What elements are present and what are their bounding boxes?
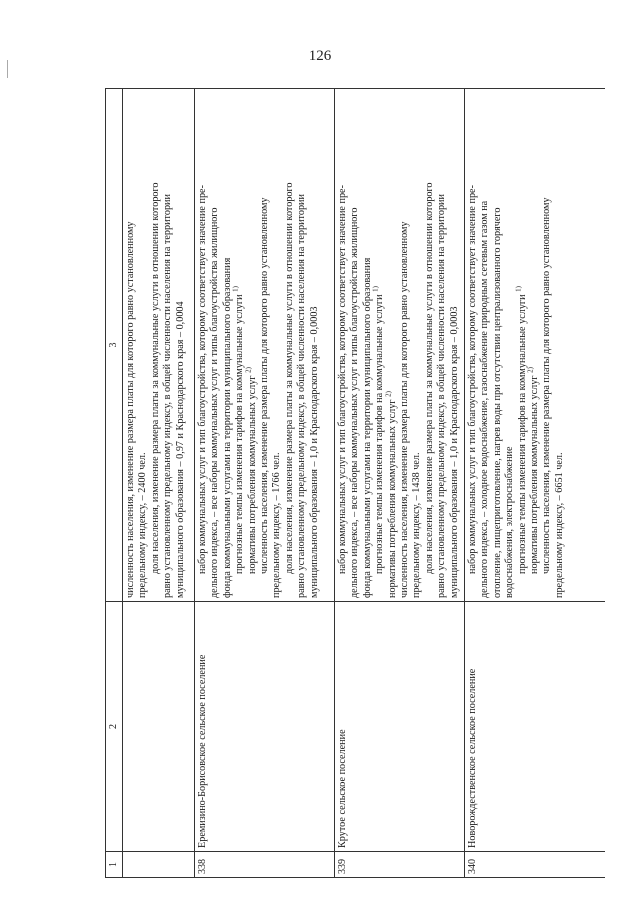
description-line: муниципального образования – 1,0 и Краснодарского края – 0,0003 bbox=[308, 306, 320, 598]
footnote-mark: 1) bbox=[371, 286, 380, 292]
description-line: численность населения, изменение размера платы для которого равно установленному bbox=[399, 221, 411, 598]
page-number: 126 bbox=[308, 48, 332, 64]
description-line: предельному индексу, – 1766 чел. bbox=[271, 452, 283, 598]
rotated-table-container bbox=[105, 88, 605, 878]
row-number-cell: 340 bbox=[465, 851, 605, 877]
description-line: дельного индекса, – все наборы коммунальных услуг и типы благоустройства жилищного bbox=[349, 207, 361, 598]
header-col-3: 3 bbox=[108, 342, 119, 348]
description-line: численность населения, изменение размера платы для которого равно установленному bbox=[125, 221, 136, 598]
description-line: фонда коммунальными услугами на территории муниципального образования bbox=[221, 257, 233, 598]
settlement-name-cell: Еремизино-Борисовское сельское поселение bbox=[195, 601, 334, 851]
description-line: равно установленному предельному индексу, в общей численности населения на территории bbox=[436, 194, 448, 598]
description-line: отопление, пищеприготовление, нагрев воды при отсутствии централизованного горячего bbox=[491, 207, 503, 598]
row-number-cell: 338 bbox=[195, 851, 334, 877]
header-col-2: 2 bbox=[106, 601, 122, 851]
table-row-continuation bbox=[123, 88, 195, 878]
footnote-mark: 1) bbox=[231, 286, 240, 292]
description-line: предельному индексу, – 6651 чел. bbox=[553, 452, 565, 598]
settlement-name-cell: Новорождественское сельское поселение bbox=[465, 601, 605, 851]
description-line: нормативы потребления коммунальных услуг $^{2)}$ bbox=[526, 367, 541, 574]
header-col-1: 1 bbox=[106, 851, 122, 877]
description-line: доля населения, изменение размера платы за коммунальные услуги в отношении которого bbox=[149, 182, 161, 574]
footnote-mark: 2) bbox=[384, 391, 393, 397]
footnote-mark: 2) bbox=[244, 367, 253, 373]
description-line: муниципального образования – 1,0 и Краснодарского края – 0,0003 bbox=[448, 306, 460, 598]
description-line: равно установленному предельному индексу, в общей численности населения на территории bbox=[296, 194, 308, 598]
description-line: муниципального образования – 0,97 и Краснодарского края – 0,0004 bbox=[174, 301, 186, 598]
table-header bbox=[105, 88, 123, 878]
table-row bbox=[465, 88, 605, 878]
description-line: набор коммунальных услуг и тип благоустройства, которому соответствует значение пре- bbox=[337, 185, 348, 574]
description-line: доля населения, изменение размера платы за коммунальные услуги в отношении которого bbox=[423, 182, 435, 574]
footnote-mark: 2) bbox=[526, 367, 535, 373]
description-line: набор коммунальных услуг и тип благоустройства, которому соответствует значение пре- bbox=[467, 185, 478, 574]
description-line: прогнозные темпы изменения тарифов на коммунальные услуги $^{1)}$ bbox=[514, 286, 528, 574]
table-row bbox=[195, 88, 335, 878]
description-line: численность населения, изменение размера платы для которого равно установленному bbox=[259, 197, 271, 574]
description-line: нормативы потребления коммунальных услуг $^{2)}$ bbox=[384, 391, 398, 598]
description-line: прогнозные темпы изменения тарифов на коммунальные услуги $^{1)}$ bbox=[231, 286, 246, 574]
rotated-table bbox=[105, 88, 605, 878]
description-cell bbox=[335, 89, 464, 601]
description-cell bbox=[465, 89, 605, 601]
description-line: численность населения, изменение размера платы для которого равно установленному bbox=[541, 197, 553, 574]
description-line: дельного индекса, – холодное водоснабжение, газоснабжение природным сетевым газом на bbox=[479, 200, 491, 598]
footnote-mark: 1) bbox=[514, 286, 523, 292]
description-cell bbox=[195, 89, 334, 601]
settlement-name-cell bbox=[123, 601, 194, 851]
description-line: доля населения, изменение размера платы за коммунальные услуги в отношении которого bbox=[283, 182, 295, 574]
description-line: фонда коммунальными услугами на территории муниципального образования bbox=[361, 257, 373, 598]
description-line: предельному индексу, – 2400 чел. bbox=[137, 452, 149, 598]
settlement-name-cell: Крутое сельское поселение bbox=[335, 601, 464, 851]
data-table bbox=[105, 88, 605, 878]
description-line: предельному индексу, – 1438 чел. bbox=[411, 452, 423, 598]
description-line: дельного индекса, – все наборы коммунальных услуг и типы благоустройства жилищного bbox=[209, 207, 221, 598]
description-cell bbox=[123, 89, 194, 601]
description-line: прогнозные темпы изменения тарифов на коммунальные услуги $^{1)}$ bbox=[371, 286, 386, 574]
description-line: набор коммунальных услуг и тип благоустройства, которому соответствует значение пре- bbox=[197, 185, 208, 574]
description-line: равно установленному предельному индексу, в общей численности населения на территории bbox=[162, 194, 174, 598]
row-number-cell bbox=[123, 851, 194, 877]
table-row bbox=[335, 88, 465, 878]
description-line: нормативы потребления коммунальных услуг $^{2)}$ bbox=[244, 367, 258, 574]
description-line: водоснабжения, электроснабжение bbox=[504, 446, 516, 598]
row-number-cell: 339 bbox=[335, 851, 464, 877]
